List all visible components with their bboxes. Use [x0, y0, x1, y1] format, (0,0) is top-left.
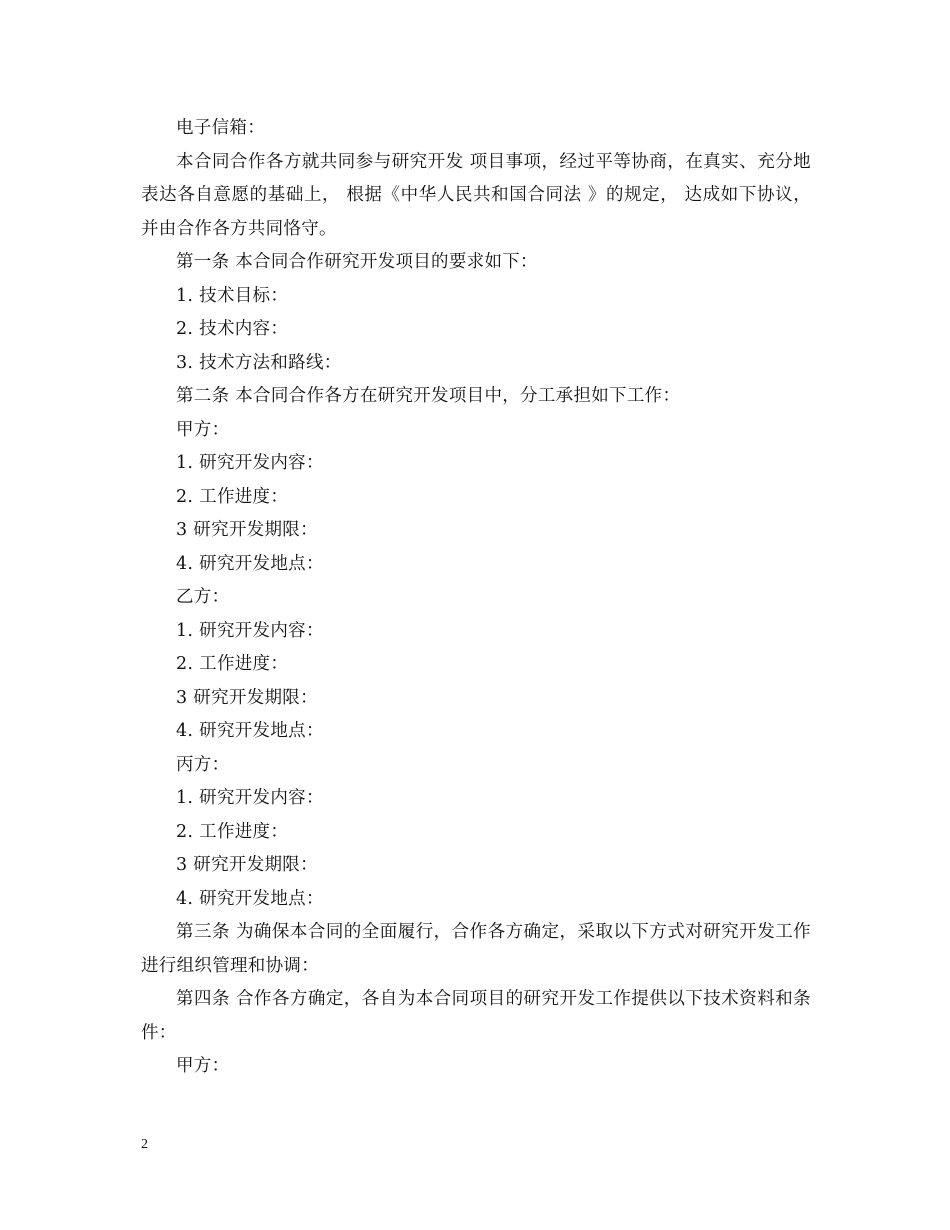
list-item: 3 研究开发期限： [176, 687, 318, 708]
article-2-heading: 第二条 本合同合作各方在研究开发项目中，分工承担如下工作： [176, 386, 681, 406]
list-item: 3 研究开发期限： [176, 855, 318, 875]
list-item: 1. 技术目标： [176, 285, 289, 306]
page-number: 2 [141, 1137, 148, 1152]
list-item: 2. 工作进度： [176, 654, 289, 674]
party-b-label: 乙方： [176, 587, 230, 607]
list-item: 3 研究开发期限： [176, 520, 318, 540]
list-item: 2. 工作进度： [176, 821, 289, 842]
preamble-paragraph: 本合同合作各方就共同参与研究开发 项目事项，经过平等协商，在真实、充分地表达各自意愿的基础上， 根据《中华人民共和国合同法 》的规定， 达成如下协议，并由合作各方共同恪守。 [141, 151, 811, 239]
email-line: 电子信箱： [176, 118, 265, 138]
document-body [141, 112, 811, 1084]
list-item: 2. 技术内容： [176, 319, 289, 339]
party-c-label: 丙方： [176, 754, 230, 775]
list-item: 4. 研究开发地点： [176, 721, 324, 741]
list-item: 2. 工作进度： [176, 486, 289, 507]
article-3-paragraph: 第三条 为确保本合同的全面履行，合作各方确定，采取以下方式对研究开发工作进行组织管理和协调： [141, 922, 811, 976]
article-4-paragraph: 第四条 合作各方确定，各自为本合同项目的研究开发工作提供以下技术资料和条件： [141, 989, 811, 1043]
article-1-heading: 第一条 本合同合作研究开发项目的要求如下： [176, 252, 538, 272]
party-a-label: 甲方： [176, 419, 230, 440]
list-item: 4. 研究开发地点： [176, 888, 324, 909]
list-item: 1. 研究开发内容： [176, 620, 324, 641]
list-item: 1. 研究开发内容： [176, 453, 324, 473]
list-item: 4. 研究开发地点： [176, 553, 324, 574]
list-item: 1. 研究开发内容： [176, 788, 324, 808]
party-a-label: 甲方： [176, 1056, 230, 1076]
list-item: 3. 技术方法和路线： [176, 352, 342, 373]
